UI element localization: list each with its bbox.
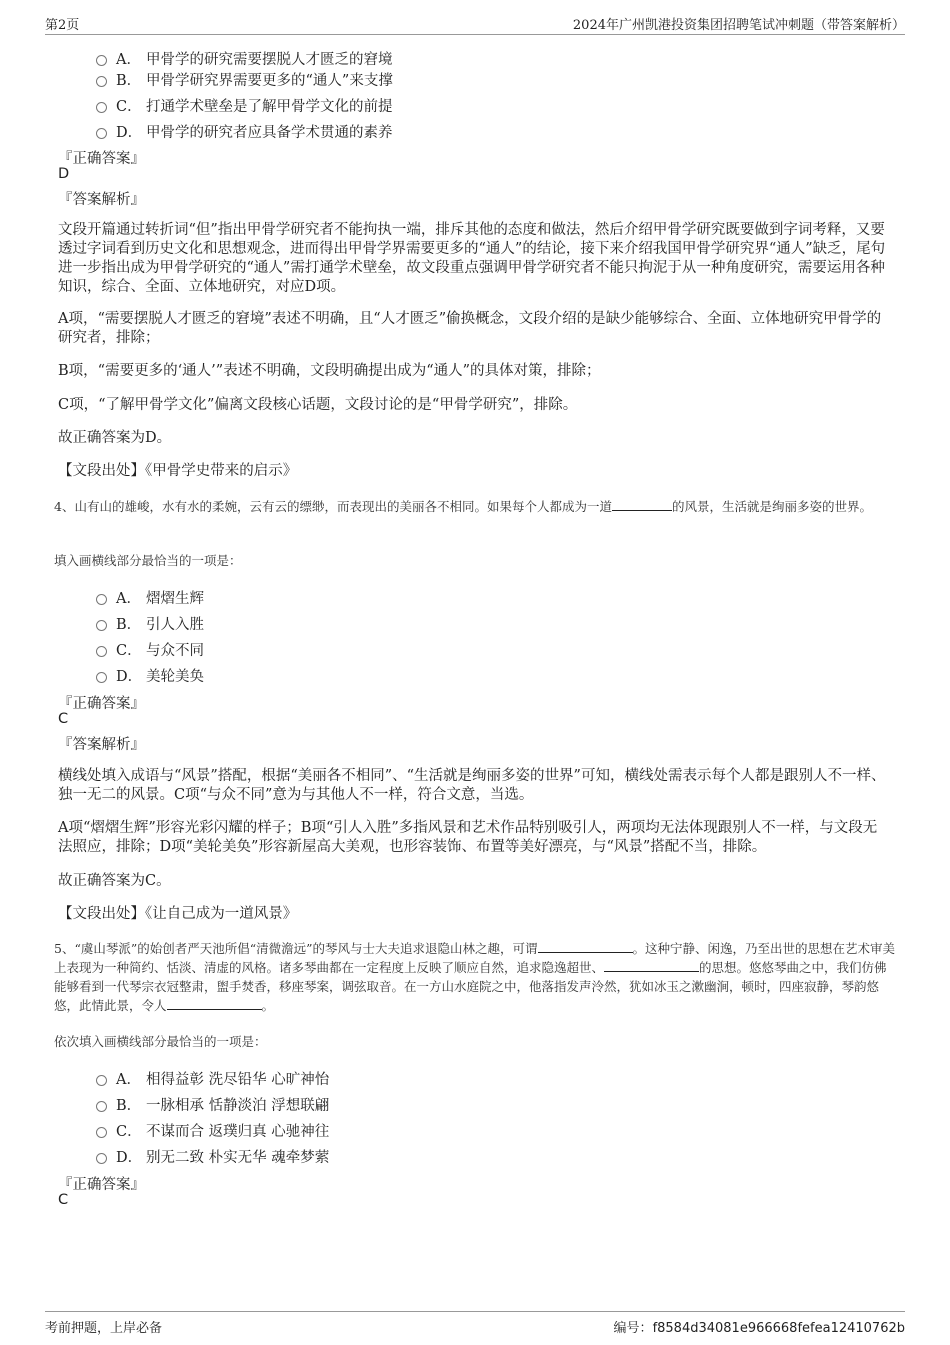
q5-option-a[interactable]: A． 相得益彰 洗尽铅华 心旷神怡 (96, 1068, 329, 1089)
q4-prompt: 填入画横线部分最恰当的一项是： (54, 553, 242, 568)
document-code: 编号：f8584d34081e966668fefea12410762b (613, 1321, 905, 1336)
q4-option-b[interactable]: B． 引人入胜 (96, 613, 204, 634)
radio-icon[interactable] (96, 594, 107, 605)
q5-answer-label: 『正确答案』 (58, 1177, 145, 1193)
q3-option-d[interactable]: D． 甲骨学的研究者应具备学术贯通的素养 (96, 121, 393, 142)
q5-option-b[interactable]: B． 一脉相承 恬静淡泊 浮想联翩 (96, 1094, 329, 1115)
q3-option-a[interactable]: A． 甲骨学的研究需要摆脱人才匮乏的窘境 (96, 48, 393, 69)
q4-analysis-1: 横线处填入成语与“风景”搭配，根据“美丽各不相同”、“生活就是绚丽多姿的世界”可知，横线处需表示每个人都是跟别人不一样、独一无二的风景。C项“与众不同”意为与其他人不一样，符合文意，当选。 (58, 768, 886, 803)
blank-line (167, 997, 262, 1010)
page-header (45, 14, 905, 35)
page-footer (45, 1311, 905, 1336)
radio-icon[interactable] (96, 646, 107, 657)
radio-icon[interactable] (96, 1075, 107, 1086)
radio-icon[interactable] (96, 76, 107, 87)
q3-analysis-2: A项，“需要摆脱人才匮乏的窘境”表述不明确，且“人才匮乏”偷换概念，文段介绍的是缺少能够综合、全面、立体地研究甲骨学的研究者，排除； (58, 311, 882, 346)
radio-icon[interactable] (96, 1101, 107, 1112)
blank-line (612, 498, 672, 511)
q3-analysis-1: 文段开篇通过转折词“但”指出甲骨学研究者不能拘执一端，排斥其他的态度和做法，然后介绍甲骨学研究既要做到字词考释，又要透过字词看到历史文化和思想观念，进而得出甲骨学界需要更多的“通人”的结论，接下来介绍我国甲骨学研究界“通人”缺乏，尾句进一步指出成为甲骨学研究的“通人”需打通学术壁垒，故文段重点强调甲骨学研究者不能只拘泥于从一种角度研究，需要运用各种知识，综合、全面、立体地研究，对应D项。 (58, 222, 886, 295)
q3-answer: D (58, 166, 70, 182)
blank-line (604, 959, 699, 972)
q4-stem: 4、山有山的雄峻，水有水的柔婉，云有云的缥缈，而表现出的美丽各不相同。如果每个人都成为一道 的风景，生活就是绚丽多姿的世界。 (54, 499, 872, 514)
q5-option-d[interactable]: D． 别无二致 朴实无华 魂牵梦萦 (96, 1146, 329, 1167)
q4-answer: C (58, 711, 69, 727)
q5-answer: C (58, 1192, 69, 1208)
page-number: 第2页 (45, 18, 80, 33)
q3-option-c[interactable]: C． 打通学术壁垒是了解甲骨学文化的前提 (96, 95, 393, 116)
q4-option-d[interactable]: D． 美轮美奂 (96, 665, 204, 686)
q4-analysis-2: A项“熠熠生辉”形容光彩闪耀的样子；B项“引人入胜”多指风景和艺术作品特别吸引人，两项均无法体现跟别人不一样，与文段无法照应，排除；D项“美轮美奂”形容新屋高大美观，也形容装饰、布置等美好漂亮，与“风景”搭配不当，排除。 (58, 820, 878, 855)
q3-analysis-label: 『答案解析』 (58, 192, 145, 208)
q3-answer-label: 『正确答案』 (58, 151, 145, 167)
q3-option-b[interactable]: B． 甲骨学研究界需要更多的“通人”来支撑 (96, 69, 393, 90)
q5-prompt: 依次填入画横线部分最恰当的一项是： (54, 1034, 267, 1049)
radio-icon[interactable] (96, 620, 107, 631)
q3-source: 【文段出处】《甲骨学史带来的启示》 (58, 463, 298, 479)
q4-answer-label: 『正确答案』 (58, 696, 145, 712)
q4-analysis-label: 『答案解析』 (58, 737, 145, 753)
q5-stem: 5、“虞山琴派”的始创者严天池所倡“清微澹远”的琴风与士大夫追求退隐山林之趣，可谓 。这种宁静、闲逸，乃至出世的思想在艺术审美上表现为一种简约、恬淡、清虚的风格。诸多琴曲都在一定程度上反映了顺应自然，追求隐逸超世、 的思想。悠悠琴曲之中，我们仿佛能够看到一代琴宗衣冠整肃，盥手焚香，移座琴案，调弦取音。在一方山水庭院之中，他落指发声泠然，犹如冰玉之漱幽涧，顿时，四座寂静，琴韵悠悠，此情此景，令人 。 (54, 941, 896, 1013)
q4-option-c[interactable]: C． 与众不同 (96, 639, 204, 660)
radio-icon[interactable] (96, 1153, 107, 1164)
q5-option-c[interactable]: C． 不谋而合 返璞归真 心驰神往 (96, 1120, 329, 1141)
radio-icon[interactable] (96, 55, 107, 66)
q3-analysis-5: 故正确答案为D。 (58, 430, 172, 446)
radio-icon[interactable] (96, 128, 107, 139)
q3-analysis-4: C项，“了解甲骨学文化”偏离文段核心话题，文段讨论的是“甲骨学研究”，排除。 (58, 397, 578, 413)
document-title: 2024年广州凯港投资集团招聘笔试冲刺题（带答案解析） (572, 18, 905, 33)
blank-line (538, 940, 633, 953)
radio-icon[interactable] (96, 102, 107, 113)
q3-analysis-3: B项，“需要更多的‘通人’”表述不明确，文段明确提出成为“通人”的具体对策，排除； (58, 363, 601, 379)
q4-source: 【文段出处】《让自己成为一道风景》 (58, 906, 298, 922)
radio-icon[interactable] (96, 1127, 107, 1138)
radio-icon[interactable] (96, 672, 107, 683)
q4-analysis-3: 故正确答案为C。 (58, 873, 171, 889)
footer-slogan: 考前押题，上岸必备 (45, 1321, 163, 1336)
q4-option-a[interactable]: A． 熠熠生辉 (96, 587, 204, 608)
